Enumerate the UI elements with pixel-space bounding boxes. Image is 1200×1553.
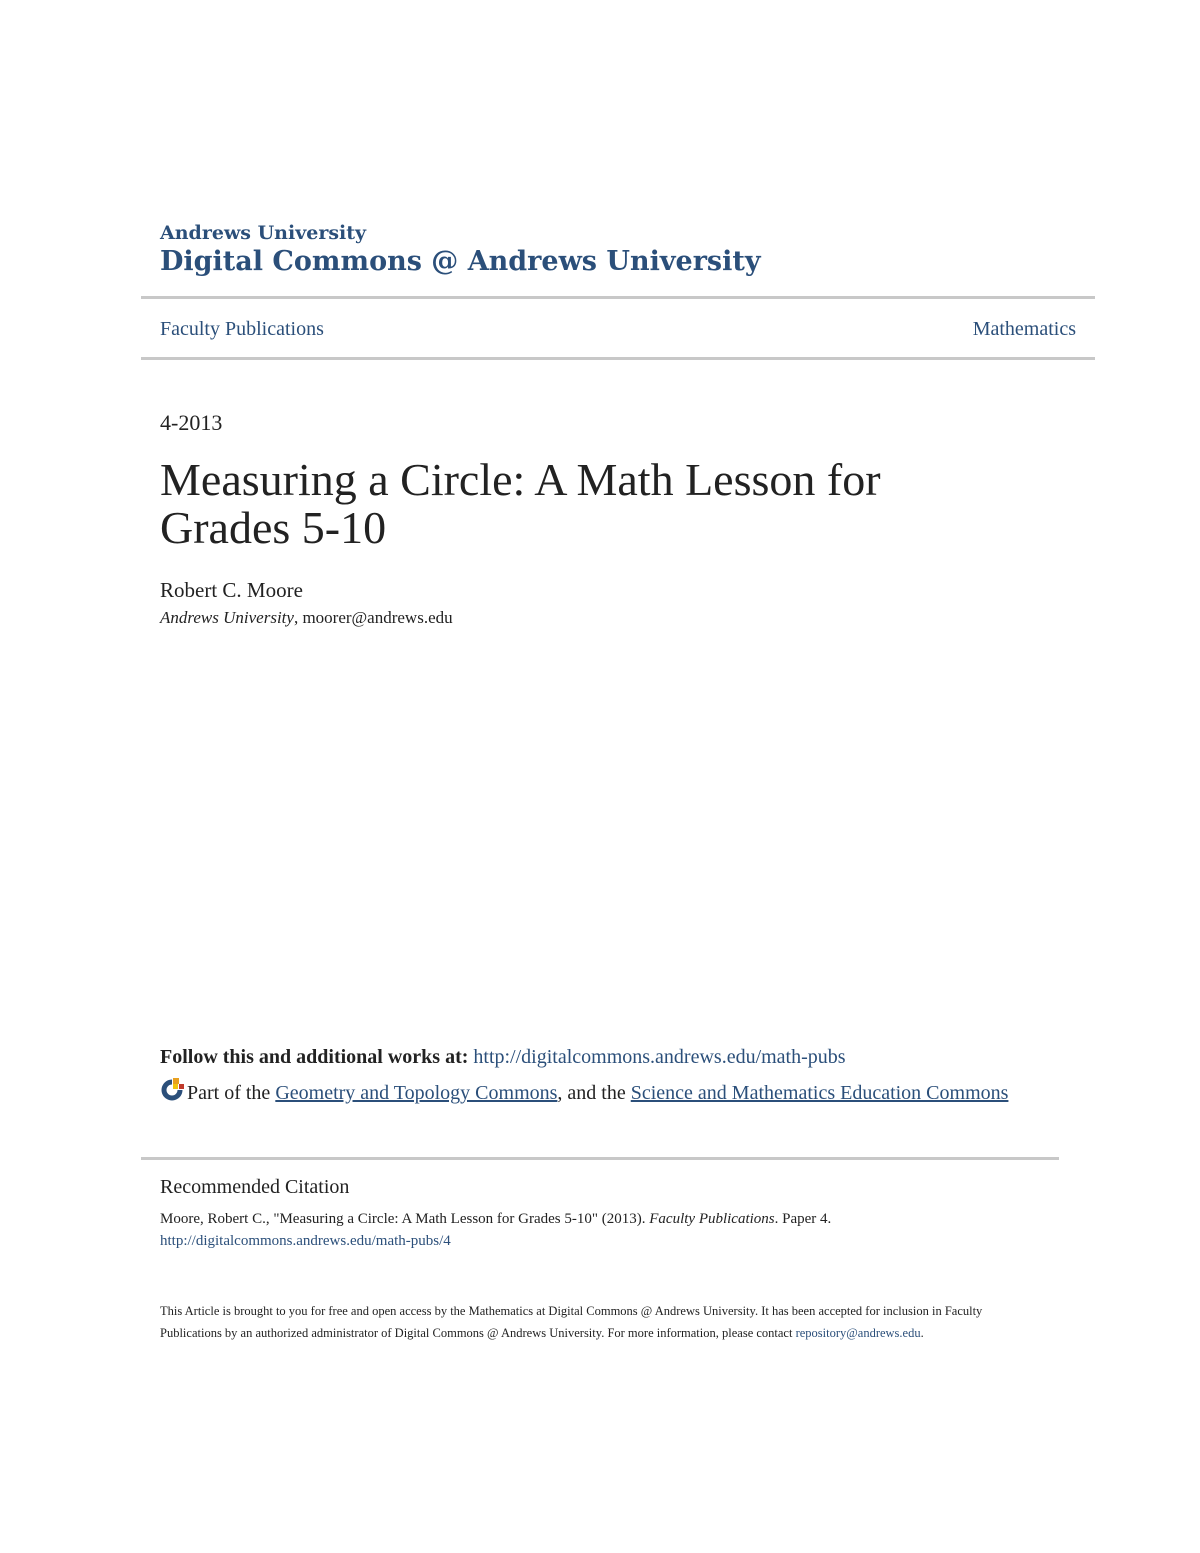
citation-url-link[interactable]: http://digitalcommons.andrews.edu/math-pubs/4 [160, 1233, 451, 1249]
citation-divider [141, 1157, 1059, 1160]
follow-label: Follow this and additional works at: [160, 1046, 474, 1068]
nav-divider [141, 357, 1095, 360]
part-of-block [160, 1078, 1040, 1107]
collection-url-link[interactable]: http://digitalcommons.andrews.edu/math-pubs [473, 1046, 846, 1068]
citation-main: Moore, Robert C., "Measuring a Circle: A Math Lesson for Grades 5-10" (2013). [160, 1211, 650, 1227]
top-divider [141, 296, 1095, 299]
part-of-separator: , and the [557, 1082, 631, 1104]
mathematics-link[interactable]: Mathematics [972, 318, 1076, 340]
citation-heading: Recommended Citation [160, 1176, 350, 1198]
faculty-publications-link[interactable]: Faculty Publications [160, 318, 324, 340]
science-math-education-commons-link[interactable]: Science and Mathematics Education Commons [630, 1082, 1009, 1104]
bepress-network-icon [160, 1078, 184, 1102]
citation-text [160, 1208, 1060, 1252]
disclaimer-end: . [920, 1326, 924, 1340]
repository-email-link[interactable]: repository@andrews.edu [795, 1326, 921, 1340]
repository-name[interactable]: Digital Commons @ Andrews University [160, 246, 761, 277]
citation-paper: . Paper 4. [774, 1211, 832, 1227]
author-affiliation: Andrews University, moorer@andrews.edu [160, 608, 453, 627]
publication-date: 4-2013 [160, 410, 223, 435]
part-of-prefix: Part of the [187, 1082, 276, 1104]
author-email[interactable]: moorer@andrews.edu [302, 608, 453, 627]
follow-line [160, 1046, 846, 1069]
disclaimer-text: This Article is brought to you for free and open access by the Mathematics at Digital Commons @ Andrews University. It has been accepted for inclusion in Faculty Publications by an authorized administrator of Digital Commons @ Andrews University. For more information, please contact [160, 1304, 983, 1340]
affiliation-name: Andrews University [160, 608, 294, 627]
article-title: Measuring a Circle: A Math Lesson for Grades 5-10 [160, 454, 881, 553]
citation-series: Faculty Publications [649, 1211, 775, 1227]
geometry-topology-commons-link[interactable]: Geometry and Topology Commons [275, 1082, 558, 1104]
author-name: Robert C. Moore [160, 578, 303, 602]
access-disclaimer [160, 1300, 1040, 1344]
institution-name[interactable]: Andrews University [160, 222, 367, 244]
